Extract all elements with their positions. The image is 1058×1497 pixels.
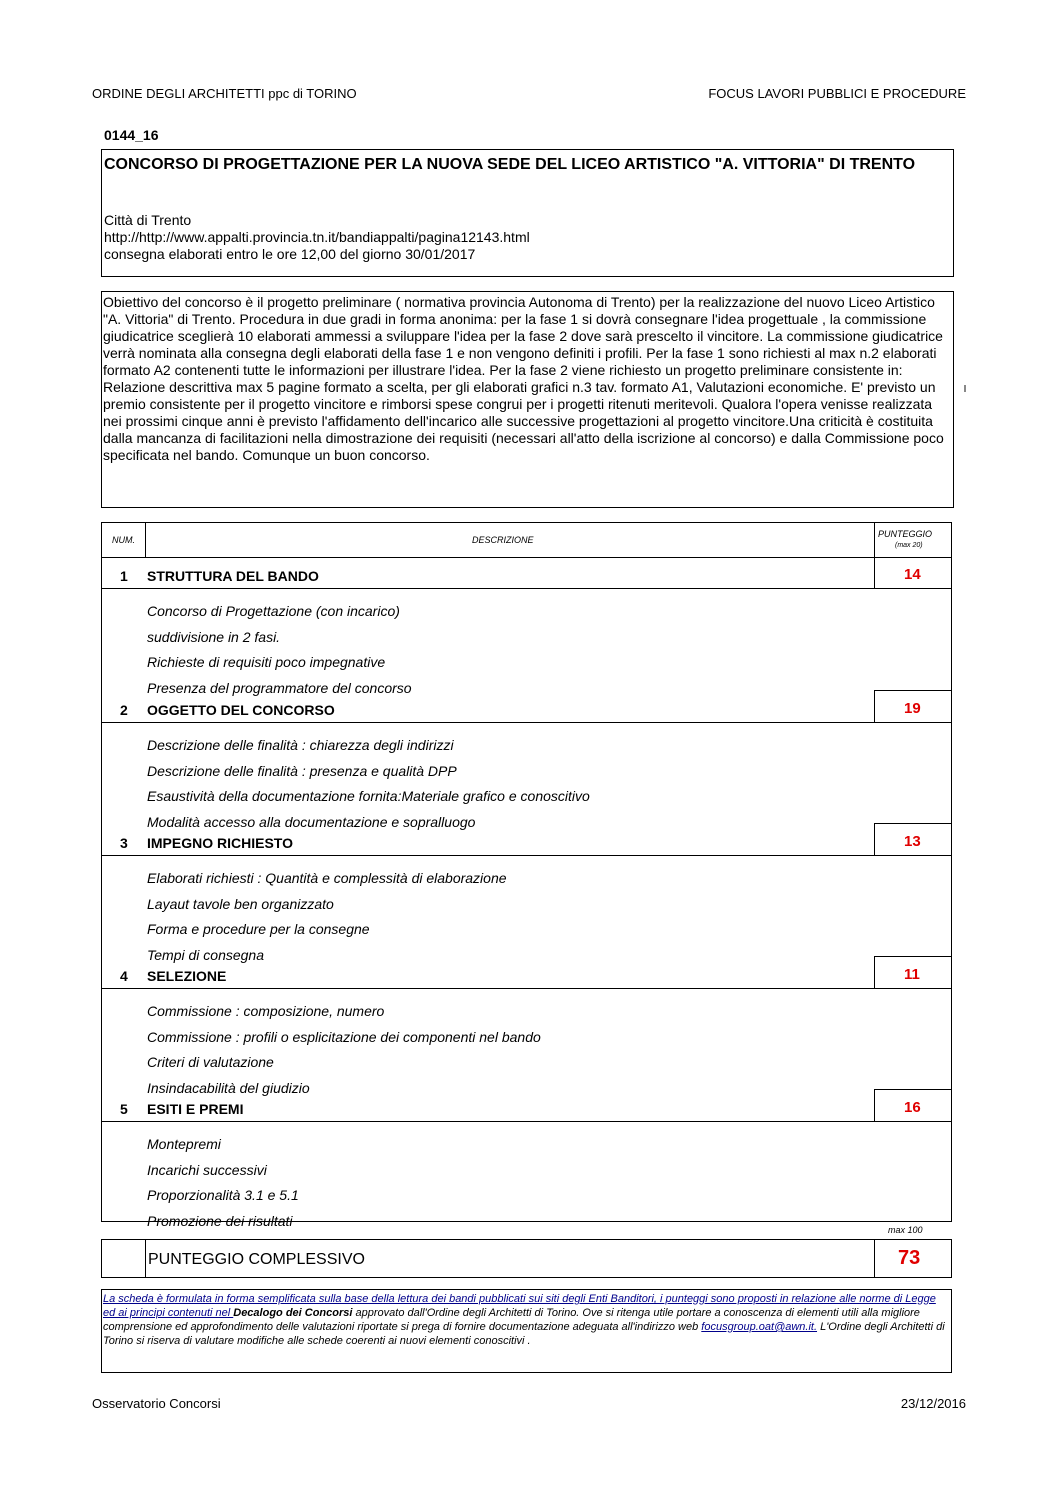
header-left: ORDINE DEGLI ARCHITETTI ppc di TORINO bbox=[92, 86, 357, 101]
competition-title: CONCORSO DI PROGETTAZIONE PER LA NUOVA SEDE DEL LICEO ARTISTICO "A. VITTORIA" DI TRENTO bbox=[104, 156, 916, 173]
section-score-cell bbox=[874, 956, 951, 988]
criterion-item: Proporzionalità 3.1 e 5.1 bbox=[147, 1187, 299, 1203]
section-number: 5 bbox=[120, 1101, 128, 1117]
criterion-item: Layaut tavole ben organizzato bbox=[147, 896, 334, 912]
criterion-item: suddivisione in 2 fasi. bbox=[147, 629, 281, 645]
col-score-header: PUNTEGGIO bbox=[878, 529, 933, 539]
entity-name: Città di Trento bbox=[104, 212, 192, 228]
max-total-label: max 100 bbox=[888, 1225, 923, 1235]
criterion-item: Richieste di requisiti poco impegnative bbox=[147, 654, 386, 670]
header-rule bbox=[102, 557, 951, 558]
section-rule bbox=[102, 1121, 951, 1122]
total-score: 73 bbox=[898, 1247, 921, 1269]
section-score: 19 bbox=[904, 700, 921, 717]
criterion-item: Criteri di valutazione bbox=[147, 1054, 274, 1070]
section-rule bbox=[102, 855, 951, 856]
section-title: STRUTTURA DEL BANDO bbox=[147, 568, 319, 584]
section-rule bbox=[102, 722, 951, 723]
score-table bbox=[101, 522, 952, 1229]
col-divider bbox=[874, 523, 875, 557]
title-box bbox=[101, 149, 954, 277]
section-number: 1 bbox=[120, 568, 128, 584]
note-part2: approvato dall'Ordine degli Architetti di Torino. Ove si ritenga utile portare a conoscenza di elementi utili alla migliore comprensione ed approfondimento delle valutazioni riportate si prega di fornire documentazione adeguata all'indirizzo web bbox=[103, 1307, 920, 1333]
note-part1: La scheda è formulata in forma semplificata sulla base della lettura dei bandi pubblicati sui siti degli Enti Banditori, i punteggi sono proposti in relazione alle norme di Legge ed ai principi contenuti nel bbox=[103, 1293, 936, 1319]
section-title: ESITI E PREMI bbox=[147, 1101, 244, 1117]
total-label: PUNTEGGIO COMPLESSIVO bbox=[148, 1251, 365, 1268]
description-text: Obiettivo del concorso è il progetto preliminare ( normativa provincia Autonoma di Trento) per la realizzazione del nuovo Liceo Artistico "A. Vittoria" di Trento. Procedura in due gradi in forma anonima: per la fase 1 si dovrà consegnare l'idea progettuale , la commissione giudicatrice sceglierà 10 elaborati ammessi a sviluppare l'idea per la fase 2 dove sarà prescelto il vincitore. La commissione giudicatrice verrà nominata alla consegna degli elaborati della fase 1 e non vengono definiti i profili. Per la fase 1 sono richiesti al max n.2 elaborati formato A2 contenenti tutte le informazioni per illustrare l'idea. Per la fase 2 viene richiesto un progetto preliminare consistente in: Relazione descrittiva max 5 pagine formato a scelta, per gli elaborati grafici n.3 tav. formato A1, Valutazioni economiche. E' previsto un premio consistente per il progetto vincitore e rimborsi spese congrui per i progetti ritenuti meritevoli. Qualora l'opera venisse realizzata nei prossimi cinque anni è previsto l'affidamento dell'incarico alle successive progettazioni al progetto vincitore.Una criticità è costituita dalla mancanza di facilitazioni nella dimostrazione dei requisiti (necessari all'atto della iscrizione al concorso) e dalla Commissione poco specificata nel bando. Comunque un buon concorso. bbox=[103, 294, 944, 463]
criterion-item: Descrizione delle finalità : presenza e qualità DPP bbox=[147, 763, 457, 779]
section-score-cell bbox=[874, 823, 951, 855]
decalogo-text: Decalogo dei Concorsi bbox=[233, 1307, 353, 1319]
section-score: 16 bbox=[904, 1099, 921, 1116]
criterion-item: Presenza del programmatore del concorso bbox=[147, 680, 412, 696]
section-title: OGGETTO DEL CONCORSO bbox=[147, 702, 335, 718]
criterion-item: Tempi di consegna bbox=[147, 947, 265, 963]
competition-url[interactable]: http://http://www.appalti.provincia.tn.it/bandiappalti/pagina12143.html bbox=[104, 229, 530, 245]
section-number: 4 bbox=[120, 968, 128, 984]
section-rule bbox=[102, 588, 951, 589]
criterion-item: Concorso di Progettazione (con incarico) bbox=[147, 603, 400, 619]
col-divider bbox=[874, 1240, 875, 1277]
criterion-item: Montepremi bbox=[147, 1136, 221, 1152]
criterion-item: Descrizione delle finalità : chiarezza degli indirizzi bbox=[147, 737, 454, 753]
section-score-cell bbox=[874, 557, 951, 588]
description-box bbox=[101, 291, 954, 508]
criterion-item: Modalità accesso alla documentazione e sopralluogo bbox=[147, 814, 476, 830]
criterion-item: Commissione : profili o esplicitazione dei componenti nel bando bbox=[147, 1029, 541, 1045]
footer-left: Osservatorio Concorsi bbox=[92, 1396, 221, 1411]
criterion-item: Incarichi successivi bbox=[147, 1162, 267, 1178]
col-divider bbox=[145, 523, 146, 557]
col-num-header: NUM. bbox=[112, 535, 135, 545]
criterion-item: Forma e procedure per la consegne bbox=[147, 921, 370, 937]
section-score: 11 bbox=[904, 966, 920, 983]
section-rule bbox=[102, 988, 951, 989]
deadline-text: consegna elaborati entro le ore 12,00 del giorno 30/01/2017 bbox=[104, 246, 476, 262]
margin-mark bbox=[964, 385, 966, 392]
col-divider bbox=[145, 1240, 146, 1277]
section-number: 2 bbox=[120, 702, 128, 718]
header-right: FOCUS LAVORI PUBBLICI E PROCEDURE bbox=[708, 86, 966, 101]
note-part3: L'Ordine degli Architetti di Torino si riserva di valutare modifiche alle schede coerenti ai nuovi elementi conoscitivi . bbox=[103, 1321, 945, 1347]
col-score-max: (max 20) bbox=[895, 542, 923, 549]
email-link[interactable]: focusgroup.oat@awn.it. bbox=[701, 1321, 818, 1333]
total-box bbox=[101, 1239, 952, 1278]
section-number: 3 bbox=[120, 835, 128, 851]
criterion-item: Insindacabilità del giudizio bbox=[147, 1080, 310, 1096]
criterion-item: Commissione : composizione, numero bbox=[147, 1003, 385, 1019]
section-score: 14 bbox=[904, 566, 921, 583]
footer-right: 23/12/2016 bbox=[900, 1396, 966, 1411]
criterion-item: Esaustività della documentazione fornita:Materiale grafico e conoscitivo bbox=[147, 788, 590, 804]
section-title: SELEZIONE bbox=[147, 968, 227, 984]
section-score-cell bbox=[874, 1089, 951, 1121]
section-score-cell bbox=[874, 690, 951, 722]
col-desc-header: DESCRIZIONE bbox=[472, 535, 534, 545]
note-box bbox=[101, 1289, 952, 1373]
section-title: IMPEGNO RICHIESTO bbox=[147, 835, 293, 851]
competition-code: 0144_16 bbox=[104, 127, 159, 143]
section-score: 13 bbox=[904, 833, 921, 850]
criterion-item: Promozione dei risultati bbox=[147, 1213, 293, 1229]
criterion-item: Elaborati richiesti : Quantità e complessità di elaborazione bbox=[147, 870, 507, 886]
disclaimer-note bbox=[103, 1292, 951, 1348]
